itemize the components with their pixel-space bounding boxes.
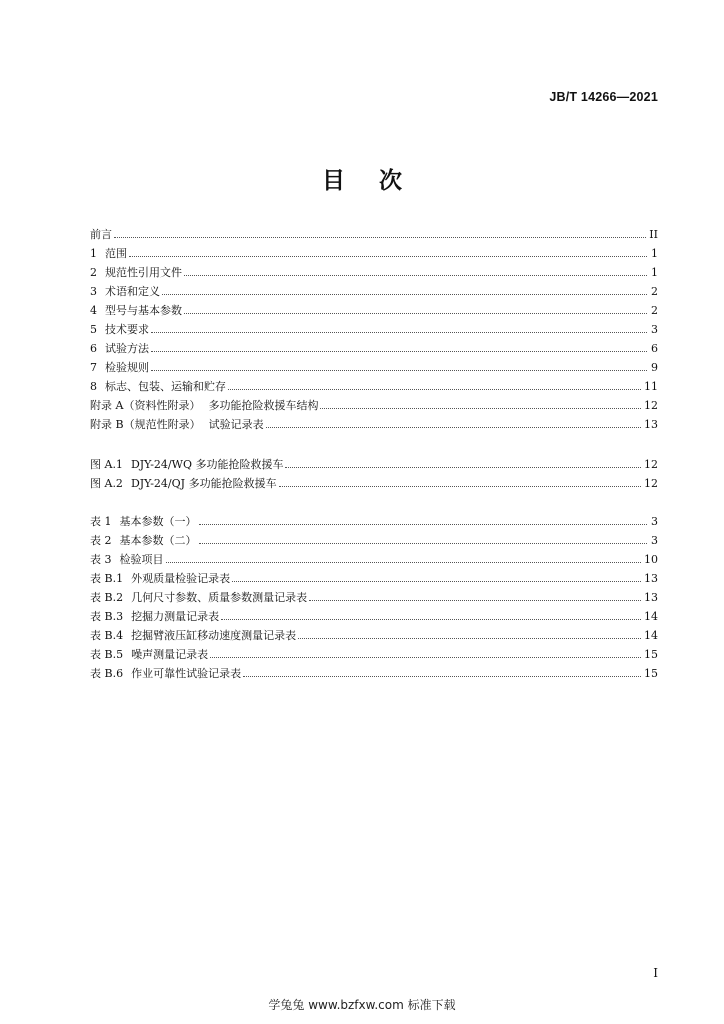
toc-leader-dots [199, 512, 648, 525]
toc-entry-number: 图 A.2 [90, 477, 123, 490]
toc-entry[interactable] [90, 415, 658, 434]
toc-entry-label [90, 607, 221, 626]
toc-entry-page: 12 [644, 477, 658, 490]
toc-leader-dots [298, 626, 641, 639]
toc-entry[interactable] [90, 263, 658, 282]
toc-entry[interactable] [90, 531, 658, 550]
toc-entry-page: 2 [651, 285, 658, 298]
toc-entry-label [90, 588, 309, 607]
standard-number: JB/T 14266—2021 [549, 90, 658, 104]
toc-entry-label [90, 339, 151, 358]
toc-entry[interactable] [90, 377, 658, 396]
toc-entry-number: 表 B.6 [90, 667, 124, 680]
toc-entry-title: 前言 [90, 228, 112, 241]
toc-leader-dots [232, 569, 641, 582]
toc-leader-dots [243, 664, 641, 677]
toc-entry-number: 表 B.4 [90, 629, 124, 642]
toc-entry-number: 2 [90, 266, 97, 279]
toc-leader-dots [279, 474, 641, 487]
toc-entry-number: 6 [90, 342, 97, 355]
toc-entry-number: 表 B.5 [90, 648, 124, 661]
toc-entry-number: 4 [90, 304, 97, 317]
toc-entry[interactable] [90, 244, 658, 263]
toc-entry-label [90, 225, 114, 244]
toc-entry-number: 表 B.3 [90, 610, 124, 623]
toc-entry-page: 13 [644, 591, 658, 604]
footer-watermark: 学兔兔 www.bzfxw.com 标准下载 [268, 998, 456, 1012]
toc-entry-title: 型号与基本参数 [105, 304, 182, 317]
toc-entry-title: 基本参数（二） [119, 534, 197, 547]
toc-entry-label [90, 455, 285, 474]
toc-entry-title: 挖掘臂液压缸移动速度测量记录表 [131, 629, 297, 642]
toc-leader-dots [285, 455, 641, 468]
toc-leader-dots [151, 320, 647, 333]
toc-entry[interactable] [90, 607, 658, 626]
toc-leader-dots [184, 301, 647, 314]
toc-entry-page: 13 [644, 572, 658, 585]
toc-entry-page: 1 [651, 266, 658, 279]
toc-entry-number: 表 3 [90, 553, 112, 566]
toc-entry-number: 7 [90, 361, 97, 374]
toc-entry-page: II [649, 228, 658, 241]
toc-leader-dots [184, 263, 647, 276]
toc-entry-page: 11 [644, 380, 658, 393]
toc-entry-number: 附录 B（规范性附录） [90, 418, 201, 431]
toc-entry-page: 12 [644, 458, 658, 471]
toc-leader-dots [228, 377, 641, 390]
toc-entry-label [90, 415, 266, 434]
toc-entry-number: 3 [90, 285, 97, 298]
toc-leader-dots [114, 225, 646, 238]
toc-entry-number: 1 [90, 247, 97, 260]
toc-entry[interactable] [90, 645, 658, 664]
toc-leader-dots [266, 415, 641, 428]
title-char-1: 目 [322, 168, 345, 194]
toc-entry-page: 14 [644, 610, 658, 623]
toc-entry-label [90, 320, 151, 339]
toc-entry[interactable] [90, 339, 658, 358]
toc-entry-title: 作业可靠性试验记录表 [131, 667, 242, 680]
toc-entry-title: 试验记录表 [208, 418, 264, 431]
toc-entry-label [90, 512, 199, 531]
toc-entry[interactable] [90, 550, 658, 569]
toc-leader-dots [221, 607, 641, 620]
toc-entry-label [90, 263, 184, 282]
toc-entry-number: 表 2 [90, 534, 112, 547]
toc-leader-dots [210, 645, 641, 658]
toc-entry-page: 15 [644, 667, 658, 680]
toc-entry-label [90, 664, 243, 683]
toc-entry-page: 3 [651, 323, 658, 336]
toc-entry-page: 1 [651, 247, 658, 260]
toc-entry-label [90, 531, 199, 550]
toc-leader-dots [199, 531, 648, 544]
page-title [0, 162, 724, 195]
toc-entry-title: DJY-24/WQ 多功能抢险救援车 [130, 458, 284, 471]
toc-entry[interactable] [90, 512, 658, 531]
toc-entry[interactable] [90, 320, 658, 339]
toc-entry-title: 术语和定义 [105, 285, 160, 298]
toc-entry[interactable] [90, 626, 658, 645]
toc-entry-title: 检验规则 [105, 361, 149, 374]
toc-entry-label [90, 244, 129, 263]
toc-leader-dots [129, 244, 647, 257]
toc-entry[interactable] [90, 474, 658, 493]
toc-entry-title: 基本参数（一） [119, 515, 197, 528]
toc-entry-label [90, 377, 228, 396]
toc-entry-number: 附录 A（资料性附录） [90, 399, 201, 412]
toc-entry-title: 挖掘力测量记录表 [131, 610, 220, 623]
toc-entry[interactable] [90, 282, 658, 301]
toc-entry-label [90, 626, 298, 645]
toc-entry-title: DJY-24/QJ 多功能抢险救援车 [130, 477, 277, 490]
toc-entry[interactable] [90, 664, 658, 683]
toc-entry-page: 9 [651, 361, 658, 374]
toc-leader-dots [309, 588, 641, 601]
toc-leader-dots [151, 339, 647, 352]
toc-entry-number: 表 1 [90, 515, 112, 528]
toc-entry-label [90, 569, 232, 588]
title-char-2: 次 [379, 168, 402, 194]
toc-entry[interactable] [90, 569, 658, 588]
toc-entry-page: 10 [644, 553, 658, 566]
toc-entry-page: 15 [644, 648, 658, 661]
toc-entry-title: 检验项目 [119, 553, 164, 566]
toc-entry-page: 3 [651, 534, 658, 547]
toc-entry[interactable] [90, 588, 658, 607]
toc-entry-label [90, 645, 210, 664]
toc-leader-dots [320, 396, 641, 409]
toc-entry-label [90, 301, 184, 320]
toc-entry-label [90, 396, 320, 415]
toc-entry-number: 表 B.2 [90, 591, 124, 604]
toc-entry-page: 13 [644, 418, 658, 431]
toc-entry-title: 范围 [105, 247, 127, 260]
toc-leader-dots [151, 358, 647, 371]
toc-entry-title: 技术要求 [105, 323, 149, 336]
toc-entry-number: 8 [90, 380, 97, 393]
toc-entry-page: 12 [644, 399, 658, 412]
toc-entry[interactable] [90, 301, 658, 320]
toc-entry[interactable] [90, 358, 658, 377]
toc-entry-page: 6 [651, 342, 658, 355]
toc-leader-dots [162, 282, 647, 295]
toc-main [90, 225, 658, 434]
toc-entry-label [90, 550, 166, 569]
toc-entry-page: 2 [651, 304, 658, 317]
toc-tables [90, 512, 658, 683]
toc-figures [90, 455, 658, 493]
toc-entry-page: 3 [651, 515, 658, 528]
toc-entry-title: 规范性引用文件 [105, 266, 182, 279]
toc-entry[interactable] [90, 455, 658, 474]
toc-entry-title: 试验方法 [105, 342, 149, 355]
toc-entry-label [90, 474, 279, 493]
toc-entry[interactable] [90, 225, 658, 244]
toc-entry-title: 外观质量检验记录表 [131, 572, 231, 585]
toc-entry-title: 标志、包装、运输和贮存 [105, 380, 226, 393]
toc-entry-number: 图 A.1 [90, 458, 123, 471]
toc-entry-number: 表 B.1 [90, 572, 124, 585]
page-number: I [653, 966, 658, 980]
toc-entry-page: 14 [644, 629, 658, 642]
toc-entry-label [90, 282, 162, 301]
toc-entry-title: 几何尺寸参数、质量参数测量记录表 [131, 591, 308, 604]
toc-entry-title: 多功能抢险救援车结构 [208, 399, 319, 412]
toc-leader-dots [166, 550, 642, 563]
toc-entry-number: 5 [90, 323, 97, 336]
toc-entry-label [90, 358, 151, 377]
toc-entry-title: 噪声测量记录表 [131, 648, 209, 661]
toc-entry[interactable] [90, 396, 658, 415]
